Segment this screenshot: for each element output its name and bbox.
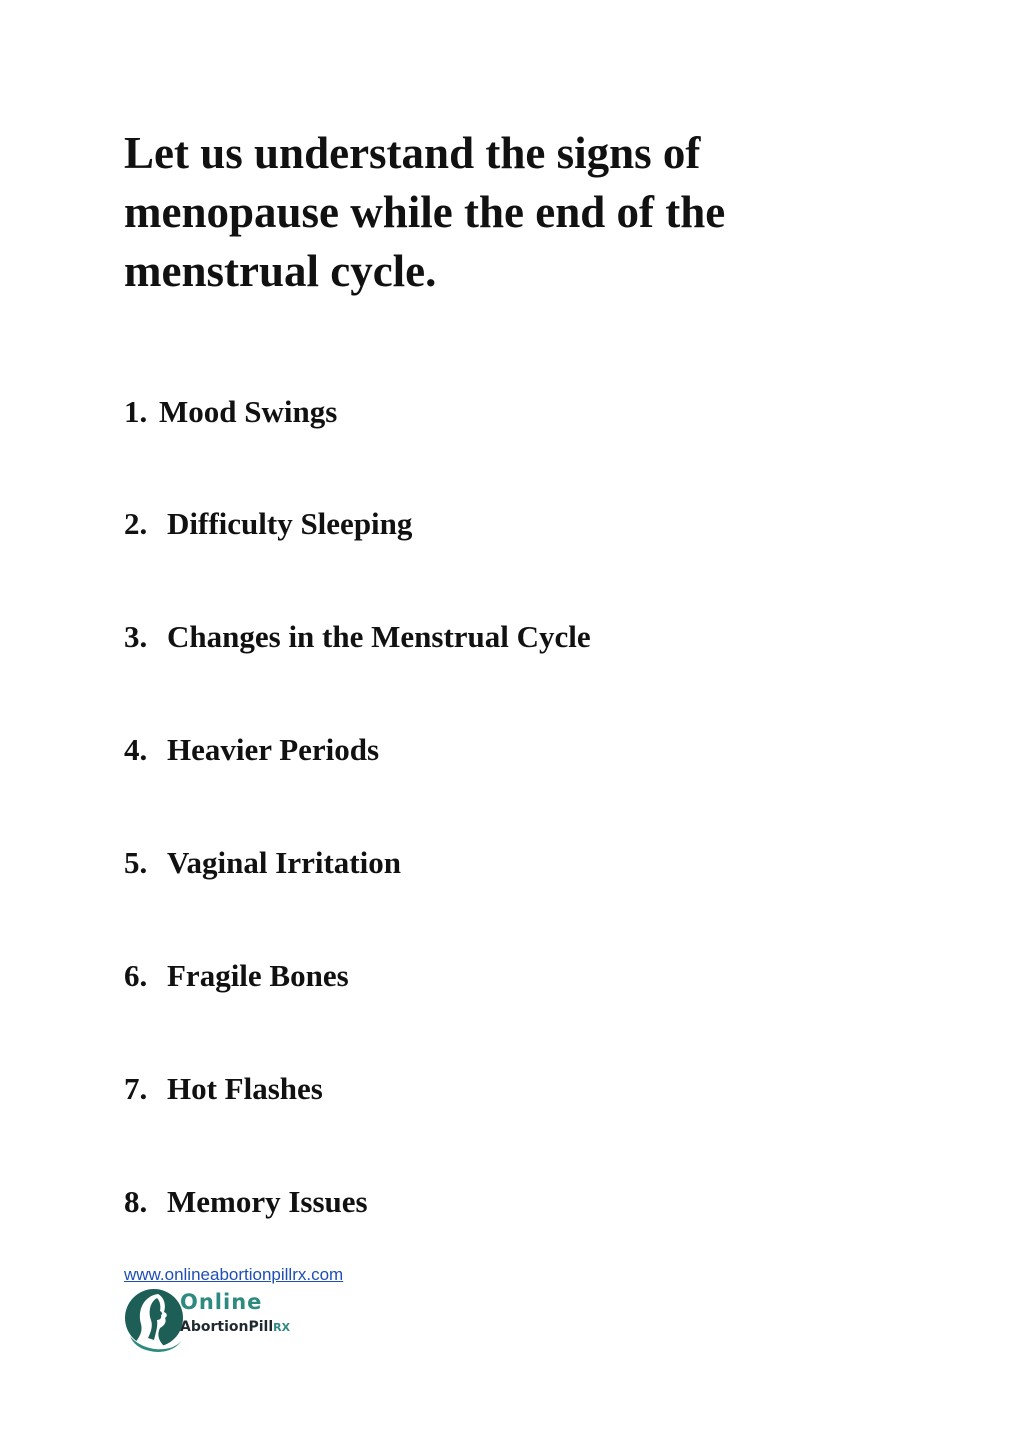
list-item-text: Vaginal Irritation	[167, 845, 401, 880]
list-item-text: Hot Flashes	[167, 1071, 323, 1106]
list-item-text: Heavier Periods	[167, 732, 380, 767]
list-item-text: Mood Swings	[159, 394, 338, 429]
logo-text-rx: RX	[273, 1321, 291, 1334]
list-item	[124, 504, 412, 544]
list-item	[124, 843, 401, 883]
list-item-number: 5.	[124, 845, 148, 880]
list-item-number: 8.	[124, 1184, 148, 1219]
page-title: Let us understand the signs of menopause while the end of the menstrual cycle.	[124, 128, 726, 296]
list-item-number: 1.	[124, 394, 148, 429]
website-link[interactable]: www.onlineabortionpillrx.com	[124, 1265, 344, 1284]
list-item-text: Changes in the Menstrual Cycle	[167, 619, 591, 654]
list-item	[124, 617, 591, 657]
list-item	[124, 956, 349, 996]
woman-silhouette-icon	[124, 1286, 186, 1354]
list-item-number: 3.	[124, 619, 148, 654]
list-item-text: Memory Issues	[167, 1184, 368, 1219]
logo-text-brand	[180, 1319, 290, 1335]
list-item	[124, 392, 337, 432]
list-item-number: 2.	[124, 506, 148, 541]
brand-logo	[124, 1286, 314, 1354]
list-item	[124, 1182, 368, 1222]
list-item-number: 6.	[124, 958, 148, 993]
list-item-text: Fragile Bones	[167, 958, 349, 993]
list-item-number: 4.	[124, 732, 148, 767]
logo-text-online: Online	[180, 1290, 263, 1314]
list-item-text: Difficulty Sleeping	[167, 506, 413, 541]
logo-text-abortionpill: AbortionPill	[180, 1319, 274, 1335]
list-item-number: 7.	[124, 1071, 148, 1106]
list-item	[124, 1069, 323, 1109]
list-item	[124, 730, 379, 770]
